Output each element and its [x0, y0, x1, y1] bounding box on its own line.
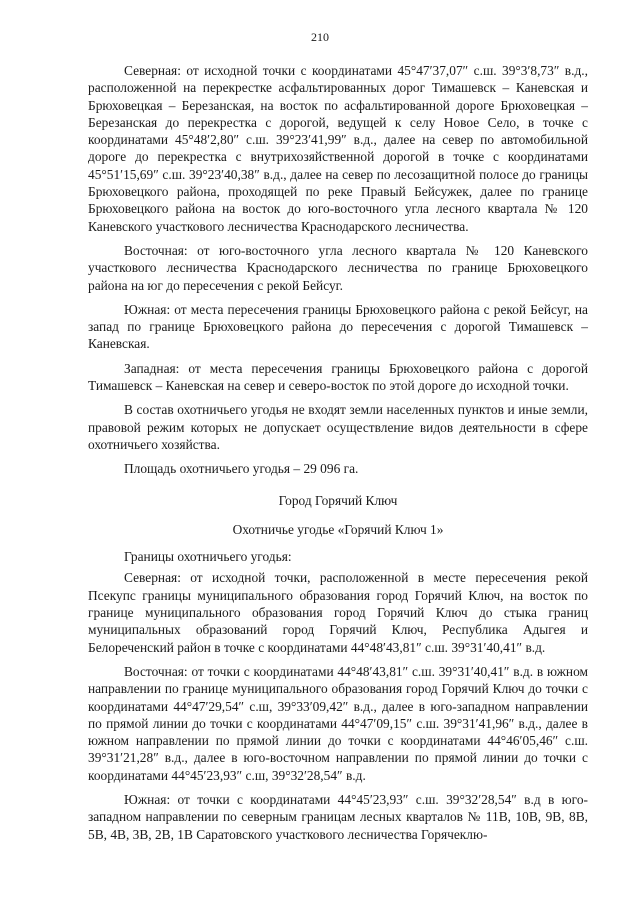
document-body	[88, 62, 588, 850]
west-boundary-paragraph: Западная: от места пересечения границы Брюховецкого района с дорогой Тимашевск – Каневская на север и северо-восток по этой дороге до исходной точки.	[88, 360, 588, 394]
east-boundary-paragraph-2: Восточная: от точки с координатами 44°48′43,81″ с.ш. 39°31′40,41″ в.д. в южном направлении по границе муниципального образования город Горячий Ключ до точки с координатами 44°47′29,54″ с.ш, 39°33′09,42″ в.д., далее в юго-западном направлении по прямой линии до точки с координатами 44°47′09,15″ с.ш. 39°31′41,96″ в.д., далее в южном направлении по прямой линии до точки с координатами 44°46′05,46″ с.ш. 39°31′21,28″ в.д., далее в юго-восточном направлении по прямой линии до точки с координатами 44°45′23,93″ с.ш, 39°32′28,54″ в.д.	[88, 663, 588, 783]
boundaries-intro: Границы охотничьего угодья:	[124, 549, 292, 565]
hunting-ground-heading: Охотничье угодье «Горячий Ключ 1»	[232, 521, 444, 537]
page-number: 210	[311, 30, 329, 44]
city-heading: Город Горячий Ключ	[278, 492, 398, 508]
area-paragraph: Площадь охотничьего угодья – 29 096 га.	[124, 461, 359, 477]
north-boundary-paragraph-2: Северная: от исходной точки, расположенной в месте пересечения рекой Псекупс границы муниципального образования город Горячий Ключ, на восток по границе муниципального образования город Горячий Ключ до стыка границ муниципальных образований город Горячий Ключ, Республика Адыгея и Белореченский район в точке с координатами 44°48′43,81″ с.ш. 39°31′40,41″ в.д.	[88, 570, 588, 655]
north-boundary-paragraph: Северная: от исходной точки с координатами 45°47′37,07″ с.ш. 39°3′8,73″ в.д., расположенной на перекрестке асфальтированных дорог Тимашевск – Каневская и Брюховецкая – Березанская, на восток по асфальтированной дороге Брюховецкая – Березанская до перекрестка с дорогой, ведущей к селу Новое Село, в точке с координатами 45°48′2,80″ с.ш. 39°23′41,99″ в.д., далее на север по автомобильной дороге до перекрестка с внутрихозяйственной дорогой в точке с координатами 45°51′15,69″ с.ш. 39°23′40,38″ в.д., далее на север по лесозащитной полосе до границы Брюховецкого района, проходящей по реке Правый Бейсужек, далее по границе Брюховецкого района на восток до юго-восточного угла лесного квартала № 120 Каневского участкового лесничества Краснодарского лесничества.	[88, 63, 588, 234]
east-boundary-paragraph: Восточная: от юго-восточного угла лесного квартала № 120 Каневского участкового лесничества Краснодарского лесничества по границе Брюховецкого района на юг до пересечения с рекой Бейсуг.	[88, 242, 588, 293]
exclusion-paragraph: В состав охотничьего угодья не входят земли населенных пунктов и иные земли, правовой режим которых не допускает осуществление видов деятельности в сфере охотничьего хозяйства.	[88, 402, 588, 452]
south-boundary-paragraph: Южная: от места пересечения границы Брюховецкого района с рекой Бейсуг, на запад по границе Брюховецкого района до пересечения с дорогой Тимашевск – Каневская.	[88, 301, 588, 352]
south-boundary-paragraph-2: Южная: от точки с координатами 44°45′23,93″ с.ш. 39°32′28,54″ в.д в юго-западном направлении по северным границам лесных кварталов № 11В, 10В, 9В, 8В, 5В, 4В, 3В, 2В, 1В Саратовского участкового лесничества Горячеклю-	[88, 791, 588, 842]
